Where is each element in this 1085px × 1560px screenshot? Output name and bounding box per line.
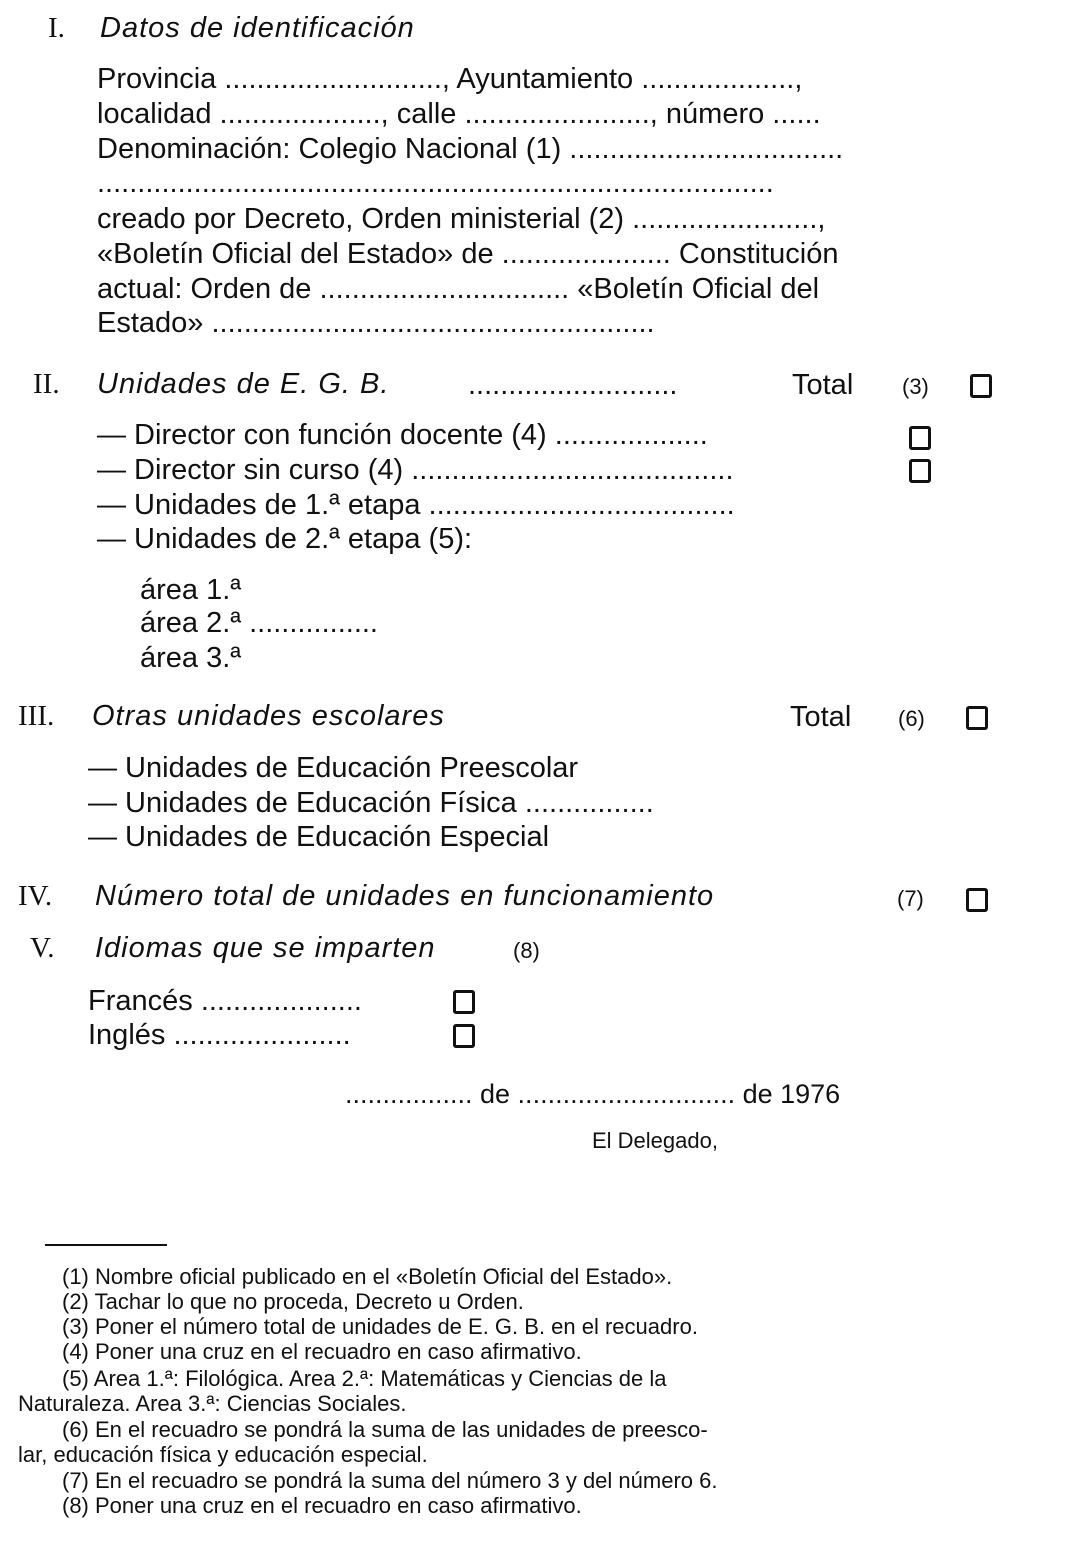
- section-5-number: V.: [30, 932, 55, 964]
- footnote: (4) Poner una cruz en el recuadro en caso afirmativo.: [62, 1339, 582, 1364]
- footnote: (3) Poner el número total de unidades de E. G. B. en el recuadro.: [62, 1314, 698, 1339]
- footnote: (2) Tachar lo que no proceda, Decreto u Orden.: [62, 1289, 524, 1314]
- section-2-item: — Director sin curso (4) ........................................: [97, 454, 734, 486]
- director-sin-curso-checkbox[interactable]: [909, 459, 931, 483]
- section-3-item: — Unidades de Educación Especial: [88, 821, 550, 853]
- footnote: (7) En el recuadro se pondrá la suma del número 3 y del número 6.: [62, 1468, 718, 1493]
- area-item: área 1.ª: [140, 574, 242, 606]
- footnote: Naturaleza. Area 3.ª: Ciencias Sociales.: [18, 1391, 407, 1416]
- section-2-item: — Unidades de 2.ª etapa (5):: [97, 523, 473, 555]
- section-4-note: (7): [897, 886, 924, 911]
- footnote-rule: [45, 1244, 167, 1246]
- section-4-title: Número total de unidades en funcionamiento: [95, 880, 715, 912]
- section-3-total-checkbox[interactable]: [966, 706, 988, 730]
- language-ingles: Inglés ......................: [88, 1019, 351, 1051]
- section-1-line: ....................................................................................: [97, 167, 774, 199]
- section-1-line: actual: Orden de ............................... «Boletín Oficial del: [97, 273, 820, 305]
- section-2-total-checkbox[interactable]: [970, 374, 992, 398]
- section-1-line: «Boletín Oficial del Estado» de ..................... Constitución: [97, 238, 839, 270]
- section-3-item: — Unidades de Educación Preescolar: [88, 752, 579, 784]
- date-line: ................. de ............................. de 1976: [345, 1079, 841, 1109]
- section-1-line: creado por Decreto, Orden ministerial (2) .......................,: [97, 203, 826, 235]
- section-1-line: Estado» .......................................................: [97, 307, 655, 339]
- section-1-line: Denominación: Colegio Nacional (1) ..................................: [97, 133, 844, 165]
- frances-checkbox[interactable]: [453, 990, 475, 1014]
- footnote: (1) Nombre oficial publicado en el «Boletín Oficial del Estado».: [62, 1264, 673, 1289]
- section-2-item: — Director con función docente (4) ...................: [97, 419, 708, 451]
- section-4-checkbox[interactable]: [966, 888, 988, 912]
- section-2-total-note: (3): [902, 374, 929, 399]
- footnote: (5) Area 1.ª: Filológica. Area 2.ª: Matemáticas y Ciencias de la: [62, 1366, 667, 1391]
- section-3-total-note: (6): [898, 706, 925, 731]
- section-1-number: I.: [48, 12, 65, 44]
- footnote: (6) En el recuadro se pondrá la suma de las unidades de preesco-: [62, 1417, 708, 1442]
- section-2-number: II.: [33, 368, 60, 400]
- section-1-line: localidad ...................., calle ......................., número ......: [97, 98, 821, 130]
- section-3-total-label: Total: [790, 701, 852, 733]
- area-item: área 2.ª ................: [140, 607, 378, 639]
- footnote: (8) Poner una cruz en el recuadro en caso afirmativo.: [62, 1493, 582, 1518]
- section-2-total-label: Total: [792, 369, 854, 401]
- section-5-title: Idiomas que se imparten: [95, 932, 436, 964]
- section-2-title: Unidades de E. G. B.: [97, 368, 390, 400]
- language-frances: Francés ....................: [88, 985, 362, 1017]
- footnote: lar, educación física y educación especial.: [18, 1442, 428, 1467]
- ingles-checkbox[interactable]: [453, 1024, 475, 1048]
- section-3-item: — Unidades de Educación Física ................: [88, 787, 654, 819]
- signer: El Delegado,: [592, 1128, 718, 1153]
- section-1-title: Datos de identificación: [100, 12, 415, 44]
- section-3-number: III.: [18, 700, 55, 732]
- director-docente-checkbox[interactable]: [909, 426, 931, 450]
- section-2-item: — Unidades de 1.ª etapa ......................................: [97, 489, 735, 521]
- section-2-title-leader: ..........................: [468, 369, 678, 401]
- section-1-line: Provincia ..........................., Ayuntamiento ...................,: [97, 63, 803, 95]
- section-4-number: IV.: [18, 880, 53, 912]
- section-3-title: Otras unidades escolares: [92, 700, 445, 732]
- section-5-note: (8): [513, 938, 540, 963]
- area-item: área 3.ª: [140, 642, 242, 674]
